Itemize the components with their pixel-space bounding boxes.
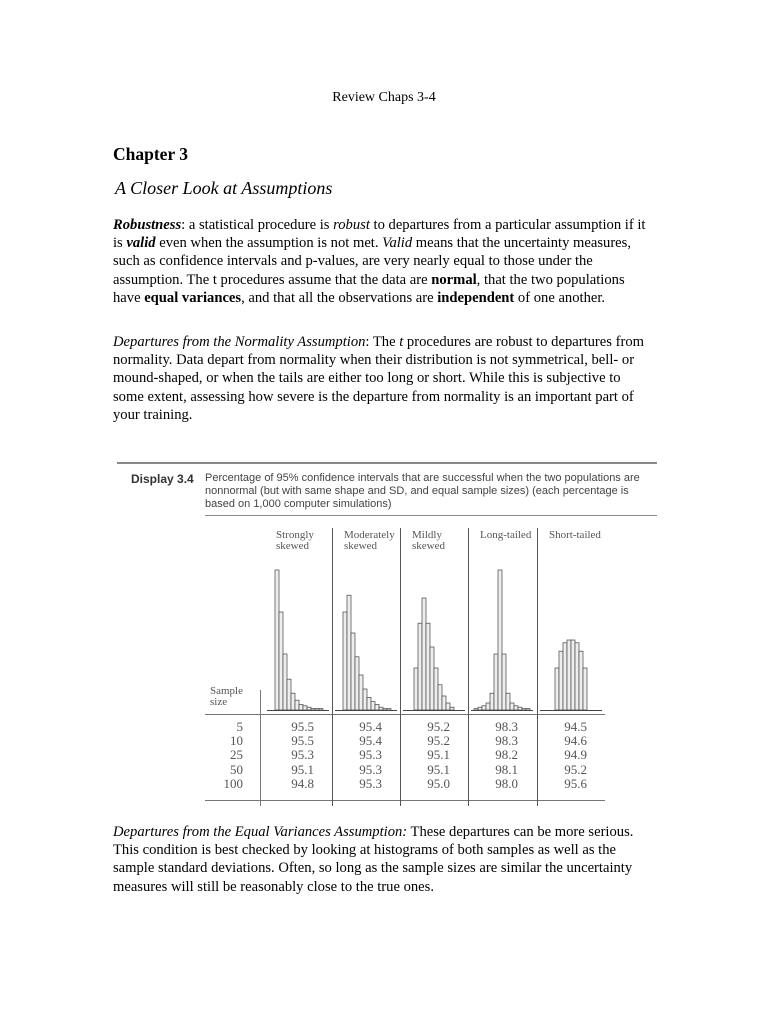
histogram-bar [319,709,323,710]
percentage-value: 95.3 [291,747,314,763]
histogram-bar [363,689,367,710]
percentage-value: 94.9 [564,747,587,763]
text-run: procedures are robust to departures from normality. Data depart from normality when their distribution is not symmetrical, bell- or mound-shaped, or when the tails are either too long or short. While this is subjective to some extent, assessing how severe is the departure from normality is an important part of your training. [113,334,644,423]
text-run: Robustness [113,217,182,233]
histogram-bar [283,654,287,710]
histogram-bar [583,668,587,710]
histogram-bar [494,654,498,710]
histogram-bar [450,707,454,710]
percentage-column [342,720,382,791]
text-run: of one another. [514,289,606,306]
histogram-bar [474,709,478,710]
histogram-bar [430,647,434,710]
histogram-bar [359,675,363,710]
text-run: to departures from a particular assumption if it is [113,217,646,252]
histogram-bar [502,654,506,710]
text-run: : a statistical procedure is [181,217,334,233]
histogram-bar [383,709,387,710]
histogram-bar [518,707,522,710]
histogram-moderately-skewed [333,562,399,712]
sample-size-value: 100 [223,775,243,791]
histogram-bar [418,623,422,710]
percentage-value: 98.3 [495,733,518,749]
percentage-column [547,720,587,791]
percentage-value: 94.8 [291,775,314,791]
histogram-bar [478,707,482,710]
histogram-bar [291,693,295,710]
histogram-bar [482,706,486,710]
histogram-bar [498,570,502,710]
histogram-bar [555,668,559,710]
sample-size-label: Sample size [210,685,243,708]
histogram-bar [375,704,379,710]
text-run: robust [333,217,370,233]
text-run: t [399,334,404,350]
percentage-value: 95.3 [359,747,382,763]
percentage-column [410,720,450,791]
histogram-bar [414,668,418,710]
percentage-value: 98.0 [495,775,518,791]
histogram-bar [347,595,351,710]
column-header: Strongly skewed [276,529,314,552]
text-run: , and that all the observations are [241,289,438,306]
percentage-value: 95.1 [291,761,314,777]
percentage-value: 95.2 [427,733,450,749]
percentage-value: 95.1 [427,761,450,777]
histogram-bar [526,709,530,710]
histogram-bar [303,706,307,710]
text-run: valid [126,235,156,252]
sample-size-column [205,720,243,791]
histogram-bar [379,707,383,710]
histogram-bar [575,643,579,710]
text-run: Departures from the Normality Assumption [113,334,366,350]
text-run: Departures from the Equal Variances Assumption: [113,824,408,840]
sample-size-value: 5 [236,719,243,734]
percentage-value: 98.2 [495,747,518,763]
percentage-value: 95.4 [359,733,382,749]
histogram-bar [387,709,391,710]
histogram-bar [438,685,442,710]
sample-size-value: 25 [230,747,243,763]
percentage-column [274,720,314,791]
figure-top-rule [117,462,657,464]
histogram-bar [315,709,319,710]
text-run: : The [365,334,400,350]
percentage-value: 95.3 [359,761,382,777]
sample-size-value: 10 [230,733,243,749]
sample-size-value: 50 [230,761,243,777]
histogram-bar [307,707,311,710]
histogram-bar [510,703,514,710]
divider [260,690,261,806]
histogram-bar [422,598,426,710]
text-run: independent [437,289,515,306]
histogram-bar [355,657,359,710]
histogram-bar [486,703,490,710]
caption-rule [205,515,657,516]
text-run: Valid [382,235,413,252]
histogram-bar [426,623,430,710]
histogram-bar [343,612,347,710]
histogram-bar [442,696,446,710]
histogram-bar [371,702,375,710]
percentage-value: 95.5 [291,733,314,749]
table-bottom-rule [205,800,605,801]
histogram-bar [279,612,283,710]
figure-label: Display 3.4 [131,472,194,486]
percentage-value: 95.3 [359,775,382,791]
histogram-bar [579,651,583,710]
percentage-value: 95.2 [427,719,450,734]
histogram-bar [311,709,315,710]
histogram-mildly-skewed [401,562,467,712]
text-run: These departures can be more serious. This condition is best checked by looking at histograms of both samples as well as the sample standard deviations. Often, so long as the sample sizes are similar the uncertainty measures will still be reasonably close to the true ones. [113,824,634,895]
normality-paragraph [113,333,653,424]
histogram-bar [351,633,355,710]
chapter-title: Chapter 3 [113,144,189,164]
histogram-bar [522,709,526,710]
figure-caption: Percentage of 95% confidence intervals that are successful when the two populations are nonnormal (but with same shape and SD, and equal sample sizes) (each percentage is based on 1,000 computer simulations) [205,472,640,510]
equal-variances-paragraph [113,823,653,896]
histogram-bar [506,693,510,710]
histogram-bar [299,704,303,710]
text-run: equal variances [144,289,242,306]
histogram-bar [287,679,291,710]
histogram-short-tailed [538,562,604,712]
percentage-value: 95.1 [427,747,450,763]
histogram-bar [490,693,494,710]
percentage-column [478,720,518,791]
histogram-bar [275,570,279,710]
histogram-bar [571,640,575,710]
section-title: A Closer Look at Assumptions [115,178,333,198]
percentage-value: 95.6 [564,775,587,791]
column-header: Mildly skewed [412,529,445,552]
histogram-bar [295,700,299,710]
histogram-bar [367,697,371,710]
percentage-value: 94.5 [564,719,587,734]
table-header-rule [205,714,605,715]
robustness-paragraph [113,216,653,307]
running-header: Review Chaps 3-4 [332,90,436,105]
histogram-bar [514,706,518,710]
histogram-strongly-skewed [265,562,331,712]
percentage-value: 95.2 [564,761,587,777]
text-run: means that the uncertainty measures, such as confidence intervals and p-values, are very nearly equal to those under the assumption. The t procedures assume that the data are [113,235,631,288]
histogram-bar [446,703,450,710]
percentage-value: 95.0 [427,775,450,791]
percentage-value: 95.4 [359,719,382,734]
column-header: Moderately skewed [344,529,395,552]
percentage-value: 95.5 [291,719,314,734]
histogram-bar [567,640,571,710]
percentage-value: 98.3 [495,719,518,734]
column-header: Long-tailed [480,529,532,541]
column-header: Short-tailed [549,529,601,541]
histogram-long-tailed [469,562,535,712]
histogram-bar [563,643,567,710]
text-run: normal [431,271,477,288]
text-run: , that the two populations have [113,271,625,306]
text-run: even when the assumption is not met. [155,235,383,252]
histogram-bar [559,651,563,710]
percentage-value: 98.1 [495,761,518,777]
histogram-bar [434,668,438,710]
display-3-4-figure [117,462,657,807]
percentage-value: 94.6 [564,733,587,749]
